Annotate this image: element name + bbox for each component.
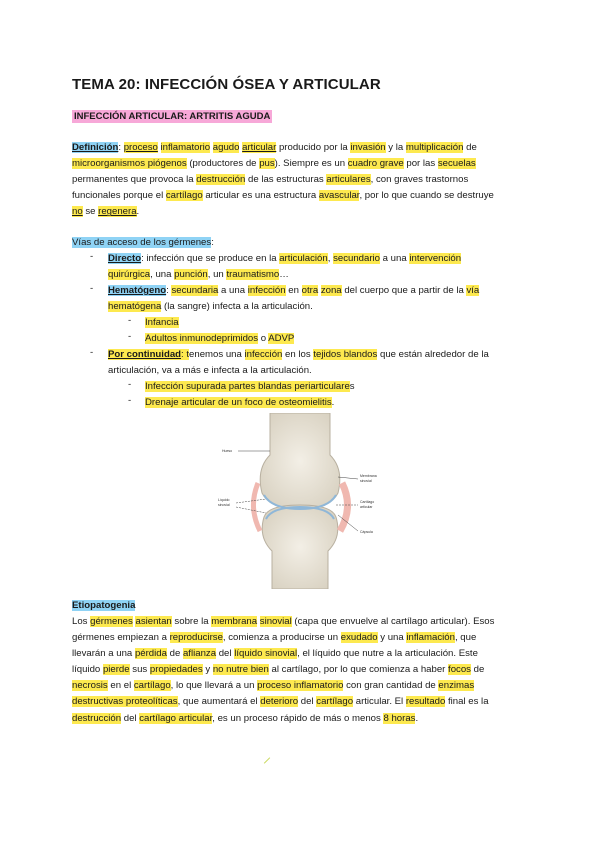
label-membrana-sinovial: sinovial bbox=[360, 479, 372, 483]
text: de las estructuras bbox=[245, 174, 327, 186]
text: con gran cantidad de bbox=[343, 680, 439, 692]
text: y la bbox=[385, 142, 406, 153]
vias-heading bbox=[72, 235, 528, 251]
text: ADVP bbox=[268, 333, 295, 344]
text: cartílago bbox=[165, 190, 203, 202]
text: infección bbox=[247, 285, 286, 296]
hematogeno-label: Hematógeno bbox=[108, 285, 167, 296]
text: reproducirse bbox=[169, 632, 223, 644]
text: cartílago articular bbox=[139, 712, 213, 724]
text: otra bbox=[301, 285, 319, 296]
text: secuelas bbox=[437, 158, 476, 170]
text: articular. El bbox=[353, 696, 406, 708]
text: se bbox=[82, 206, 99, 218]
text: exudado bbox=[340, 632, 378, 644]
text: Adultos inmunodeprimidos bbox=[145, 333, 259, 344]
text: : bbox=[211, 237, 214, 248]
text: membrana bbox=[211, 616, 258, 627]
definicion-paragraph bbox=[72, 140, 528, 220]
bullet-dash: - bbox=[90, 347, 94, 358]
text: pierde bbox=[102, 664, 130, 676]
text: pérdida bbox=[134, 648, 167, 660]
stray-mark bbox=[264, 757, 270, 763]
text: (capa que envuelve al cartílago articular). Esos bbox=[291, 616, 495, 627]
text: , lo que llevará a un bbox=[170, 680, 258, 692]
sub-item-drenaje bbox=[145, 395, 334, 411]
text: focos bbox=[448, 664, 471, 676]
text: sobre la bbox=[171, 616, 212, 627]
text: deterioro bbox=[260, 696, 299, 708]
bullet-directo bbox=[108, 251, 528, 283]
sub-bullet-dash: - bbox=[128, 331, 132, 342]
text: vía bbox=[466, 285, 480, 296]
text: regenera bbox=[98, 206, 137, 218]
label-cartilago: Cartílago bbox=[360, 500, 375, 504]
sub-bullet-dash: - bbox=[128, 315, 132, 326]
text: (la sangre) infecta a la articulación. bbox=[161, 301, 313, 312]
text: traumatismo bbox=[226, 269, 280, 280]
text: del bbox=[298, 696, 317, 708]
text: Los bbox=[72, 616, 91, 627]
text: : bbox=[166, 285, 172, 296]
text: , es un proceso rápido de más o menos bbox=[212, 712, 384, 724]
sub-item-supurada bbox=[145, 379, 355, 395]
text: avascular bbox=[318, 190, 360, 202]
text: a una bbox=[380, 253, 410, 264]
text: microorganismos piógenos bbox=[72, 158, 187, 170]
label-sinovial: sinovial bbox=[218, 503, 230, 507]
text: no nutre bien bbox=[212, 664, 269, 676]
text: del bbox=[216, 648, 235, 660]
text: , con graves trastornos bbox=[370, 174, 469, 186]
text: : bbox=[118, 142, 124, 153]
text: quirúrgica bbox=[108, 269, 151, 280]
text: secundario bbox=[333, 253, 381, 264]
text: inflamación bbox=[406, 632, 455, 644]
text: sus bbox=[129, 664, 150, 676]
text: no bbox=[72, 206, 83, 218]
text: gérmenes bbox=[90, 616, 133, 627]
text: 8 horas bbox=[383, 712, 416, 724]
text: y bbox=[202, 664, 213, 676]
text: : t bbox=[181, 349, 190, 360]
text: punción bbox=[174, 269, 208, 280]
vias-heading-text: Vías de acceso de los gérmenes bbox=[72, 237, 212, 248]
sub-item-infancia bbox=[145, 315, 179, 331]
text: , un bbox=[207, 269, 227, 280]
text: del bbox=[121, 712, 140, 724]
text: pus bbox=[259, 158, 275, 170]
text: , comienza a producirse un bbox=[222, 632, 341, 644]
text: asientan bbox=[135, 616, 172, 627]
text: articular es una estructura bbox=[202, 190, 319, 202]
text: por las bbox=[403, 158, 438, 170]
text: intervención bbox=[409, 253, 462, 264]
text: en los bbox=[282, 349, 314, 360]
lower-bone bbox=[262, 505, 338, 589]
etio-heading-text: Etiopatogenia bbox=[72, 600, 136, 611]
text: , que bbox=[454, 632, 477, 644]
leader-line bbox=[338, 477, 358, 479]
capsule-right bbox=[340, 483, 348, 531]
label-hueso: Hueso bbox=[222, 449, 233, 453]
text: y una bbox=[377, 632, 407, 644]
text: destrucción bbox=[72, 712, 122, 724]
label-membrana: Membrana bbox=[360, 474, 377, 478]
bullet-continuidad bbox=[108, 347, 528, 379]
text: Drenaje articular de un foco de osteomielitis bbox=[145, 397, 332, 408]
text: funcionales porque el bbox=[72, 190, 166, 202]
text: cuadro grave bbox=[347, 158, 404, 170]
capsule-left bbox=[253, 483, 260, 531]
text: de bbox=[463, 142, 477, 153]
text: enemos una bbox=[189, 349, 245, 360]
text: , por lo que cuando se destruye bbox=[359, 190, 494, 202]
text: permanentes que provoca la bbox=[72, 174, 197, 186]
text: Infancia bbox=[145, 317, 179, 328]
text: en el bbox=[107, 680, 134, 692]
text: que están alrededor de la bbox=[377, 349, 489, 360]
text: , bbox=[327, 253, 334, 264]
directo-label: Directo bbox=[108, 253, 142, 264]
text: líquido bbox=[72, 664, 103, 676]
text: . bbox=[331, 397, 335, 408]
text: al cartílago, por lo que comienza a haber bbox=[268, 664, 449, 676]
text: . bbox=[415, 712, 419, 724]
text: infección bbox=[244, 349, 283, 360]
etio-paragraph bbox=[72, 614, 532, 727]
text: de bbox=[166, 648, 183, 660]
text: producido por la bbox=[276, 142, 351, 153]
text: Infección supurada partes blandas periarticulare bbox=[145, 381, 350, 392]
text: articulación, va a más e infecta a la articulación. bbox=[108, 365, 312, 376]
text: agudo bbox=[212, 142, 240, 153]
text: necrosis bbox=[72, 680, 108, 692]
sub-bullet-dash: - bbox=[128, 395, 132, 406]
joint-illustration bbox=[212, 413, 388, 589]
text: , una bbox=[150, 269, 175, 280]
text: zona bbox=[320, 285, 342, 296]
text: en bbox=[285, 285, 302, 296]
bullet-dash: - bbox=[90, 251, 94, 262]
sub-item-adultos bbox=[145, 331, 294, 347]
text: enzimas bbox=[438, 680, 475, 692]
text: de bbox=[470, 664, 485, 676]
continuidad-label: Por continuidad bbox=[108, 349, 182, 360]
text: secundaria bbox=[171, 285, 219, 296]
text: tejidos blandos bbox=[313, 349, 378, 360]
text: articulares bbox=[326, 174, 371, 186]
text: (productores de bbox=[186, 158, 260, 170]
text: . bbox=[136, 206, 140, 218]
upper-bone bbox=[260, 413, 340, 509]
text: propiedades bbox=[149, 664, 203, 676]
text: ). Siempre es un bbox=[274, 158, 348, 170]
text: proceso bbox=[123, 142, 158, 153]
text: : infección que se produce en la bbox=[141, 253, 280, 264]
label-articular: articular bbox=[360, 505, 373, 509]
label-liquido: Líquido bbox=[218, 498, 230, 502]
label-capsula: Cápsula bbox=[360, 530, 373, 534]
text: cartílago bbox=[316, 696, 354, 708]
text: llevarán a una bbox=[72, 648, 135, 660]
page-title: TEMA 20: INFECCIÓN ÓSEA Y ARTICULAR bbox=[72, 76, 381, 93]
text: del cuerpo que a partir de la bbox=[341, 285, 467, 296]
definicion-label: Definición bbox=[72, 142, 119, 153]
text: a una bbox=[218, 285, 248, 296]
text: resultado bbox=[405, 696, 446, 708]
bullet-dash: - bbox=[90, 283, 94, 294]
bullet-hematogeno bbox=[108, 283, 528, 315]
text: s bbox=[349, 381, 355, 392]
text: destrucción bbox=[196, 174, 246, 186]
text: aflianza bbox=[182, 648, 217, 660]
text: invasión bbox=[350, 142, 386, 153]
leader-line bbox=[236, 507, 266, 513]
text: , que aumentará el bbox=[177, 696, 261, 708]
text: articulación bbox=[279, 253, 328, 264]
text: multiplicación bbox=[405, 142, 464, 153]
text: destructivas proteolíticas bbox=[72, 696, 178, 708]
text: líquido sinovial bbox=[234, 648, 298, 660]
text: sinovial bbox=[259, 616, 292, 627]
text: o bbox=[258, 333, 269, 344]
text: , el líquido que nutre a la articulación. Este bbox=[297, 648, 478, 660]
text: … bbox=[279, 269, 289, 280]
text: articular bbox=[242, 142, 277, 153]
text: proceso inflamatorio bbox=[257, 680, 344, 692]
text: cartílago bbox=[133, 680, 171, 692]
text: gérmenes empiezan a bbox=[72, 632, 170, 644]
section-heading: INFECCIÓN ARTICULAR: ARTRITIS AGUDA bbox=[74, 111, 271, 122]
text: final es la bbox=[445, 696, 489, 708]
text: inflamatorio bbox=[160, 142, 211, 153]
text: hematógena bbox=[108, 301, 162, 312]
sub-bullet-dash: - bbox=[128, 379, 132, 390]
etio-heading bbox=[72, 598, 528, 614]
